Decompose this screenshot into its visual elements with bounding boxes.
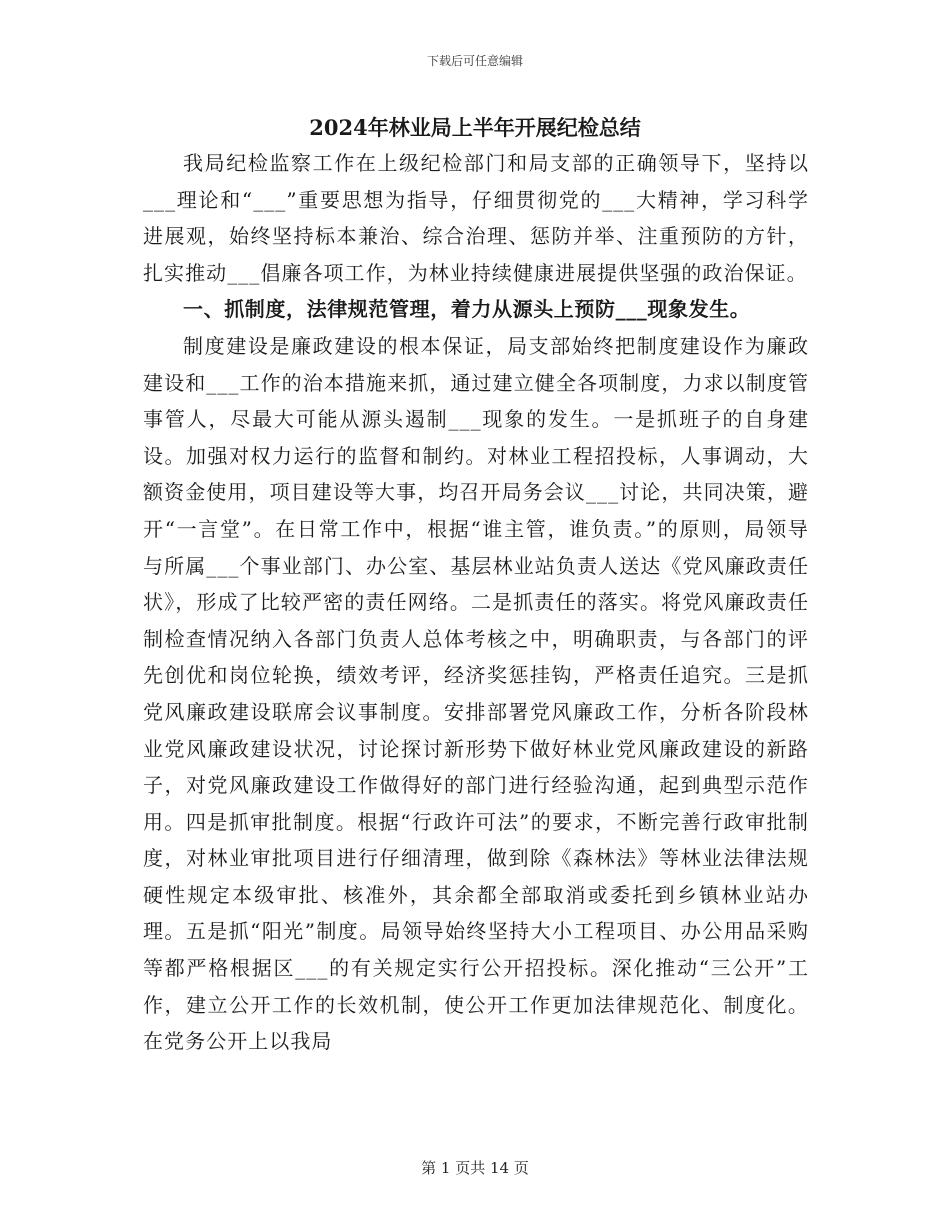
- section-heading-1: 一、抓制度，法律规范管理，着力从源头上预防___现象发生。: [183, 297, 751, 322]
- intro-paragraph: 我局纪检监察工作在上级纪检部门和局支部的正确领导下，坚持以___理论和“___”重要思想为指导，仔细贯彻党的___大精神，学习科学进展观，始终坚持标本兼治、综合治理、惩防并举、注重预防的方针，扎实推动___倡廉各项工作，为林业持续健康进展提供坚强的政治保证。: [143, 151, 809, 285]
- header-note: 下载后可任意编辑: [426, 54, 523, 68]
- document-body: [143, 145, 809, 1060]
- body-paragraph: 制度建设是廉政建设的根本保证，局支部始终把制度建设作为廉政建设和___工作的治本措施来抓，通过建立健全各项制度，力求以制度管事管人，尽最大可能从源头遏制___现象的发生。一是抓班子的自身建设。加强对权力运行的监督和制约。对林业工程招投标，人事调动，大额资金使用，项目建设等大事，均召开局务会议___讨论，共同决策，避开“一言堂”。在日常工作中，根据“谁主管，谁负责。”的原则，局领导与所属___个事业部门、办公室、基层林业站负责人送达《党风廉政责任状》，形成了比较严密的责任网络。二是抓责任的落实。将党风廉政责任制检查情况纳入各部门负责人总体考核之中，明确职责，与各部门的评先创优和岗位轮换，绩效考评，经济奖惩挂钩，严格责任追究。三是抓党风廉政建设联席会议事制度。安排部署党风廉政工作，分析各阶段林业党风廉政建设状况，讨论探讨新形势下做好林业党风廉政建设的新路子，对党风廉政建设工作做得好的部门进行经验沟通，起到典型示范作用。四是抓审批制度。根据“行政许可法”的要求，不断完善行政审批制度，对林业审批项目进行仔细清理，做到除《森林法》等林业法律法规硬性规定本级审批、核准外，其余都全部取消或委托到乡镇林业站办理。五是抓“阳光”制度。局领导始终坚持大小工程项目、办公用品采购等都严格根据区___的有关规定实行公开招投标。深化推动“三公开”工作，建立公开工作的长效机制，使公开工作更加法律规范化、制度化。在党务公开上以我局: [143, 333, 809, 1054]
- page-number: 第 1 页共 14 页: [421, 1159, 529, 1177]
- document-title: 2024年林业局上半年开展纪检总结: [309, 115, 641, 140]
